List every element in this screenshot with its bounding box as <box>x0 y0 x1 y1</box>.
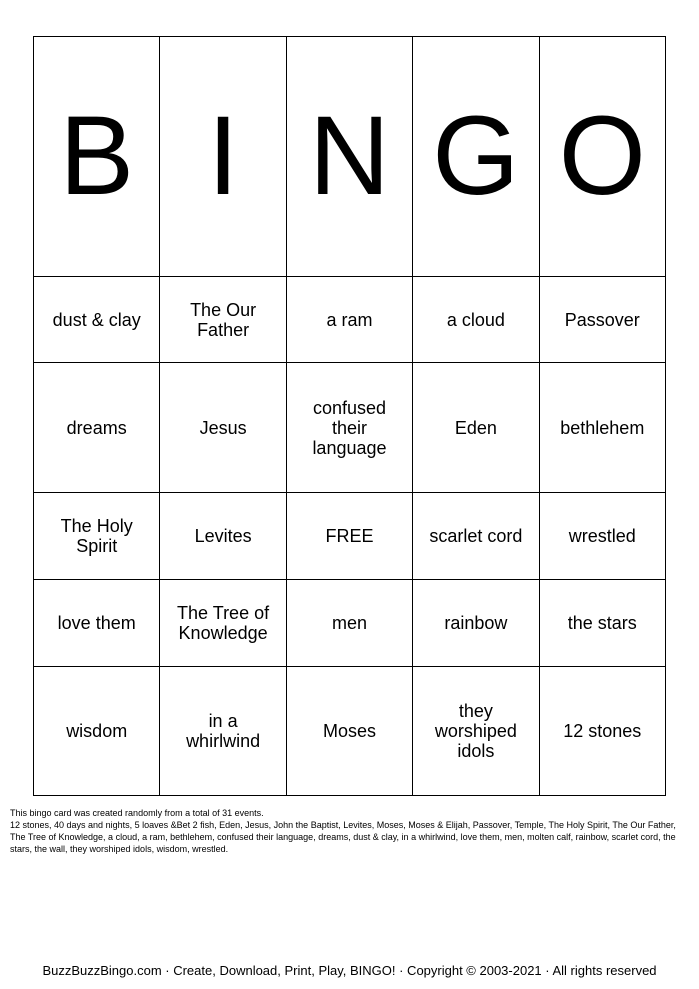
bingo-cell: scarlet cord <box>413 492 539 579</box>
bingo-cell: Eden <box>413 363 539 492</box>
bingo-cell: rainbow <box>413 579 539 666</box>
created-note: This bingo card was created randomly from a total of 31 events. <box>10 808 264 818</box>
bingo-row-1 <box>34 276 666 363</box>
header-letter-n: N <box>286 37 412 277</box>
header-letter-b: B <box>34 37 160 277</box>
bingo-cell: confused their language <box>286 363 412 492</box>
bingo-cell: Passover <box>539 276 665 363</box>
bingo-cell: wisdom <box>34 666 160 795</box>
events-list: 12 stones, 40 days and nights, 5 loaves &Bet 2 fish, Eden, Jesus, John the Baptist, Levites, Moses, Moses & Elijah, Passover, Temple, The Holy Spirit, The Our Father, The Tree of Knowledge, a cloud, a ram, bethlehem, confused their language, dreams, dust & clay, in a whirlwind, love them, men, molten calf, rainbow, scarlet cord, the stars, the wall, they worshiped idols, wisdom, wrestled. <box>10 820 676 854</box>
bingo-cell: 12 stones <box>539 666 665 795</box>
bingo-cell: Levites <box>160 492 286 579</box>
bingo-row-3 <box>34 492 666 579</box>
bingo-row-4 <box>34 579 666 666</box>
bingo-cell: love them <box>34 579 160 666</box>
bingo-cell: men <box>286 579 412 666</box>
header-letter-i: I <box>160 37 286 277</box>
bingo-cell: Moses <box>286 666 412 795</box>
bingo-row-2 <box>34 363 666 492</box>
bingo-cell: The Tree of Knowledge <box>160 579 286 666</box>
bingo-cell: wrestled <box>539 492 665 579</box>
bingo-card <box>33 36 666 796</box>
bingo-cell: in a whirlwind <box>160 666 286 795</box>
bingo-cell: they worshiped idols <box>413 666 539 795</box>
site-footer: BuzzBuzzBingo.com · Create, Download, Print, Play, BINGO! · Copyright © 2003-2021 · All rights reserved <box>42 963 657 978</box>
card-notes <box>10 807 690 855</box>
header-letter-o: O <box>539 37 665 277</box>
bingo-cell: The Holy Spirit <box>34 492 160 579</box>
bingo-cell: a ram <box>286 276 412 363</box>
bingo-cell: bethlehem <box>539 363 665 492</box>
bingo-cell: The Our Father <box>160 276 286 363</box>
bingo-cell: the stars <box>539 579 665 666</box>
header-letter-g: G <box>413 37 539 277</box>
bingo-row-5 <box>34 666 666 795</box>
bingo-cell: a cloud <box>413 276 539 363</box>
bingo-header-row <box>34 37 666 277</box>
bingo-cell: dreams <box>34 363 160 492</box>
bingo-cell: dust & clay <box>34 276 160 363</box>
free-space-cell: FREE <box>286 492 412 579</box>
bingo-cell: Jesus <box>160 363 286 492</box>
